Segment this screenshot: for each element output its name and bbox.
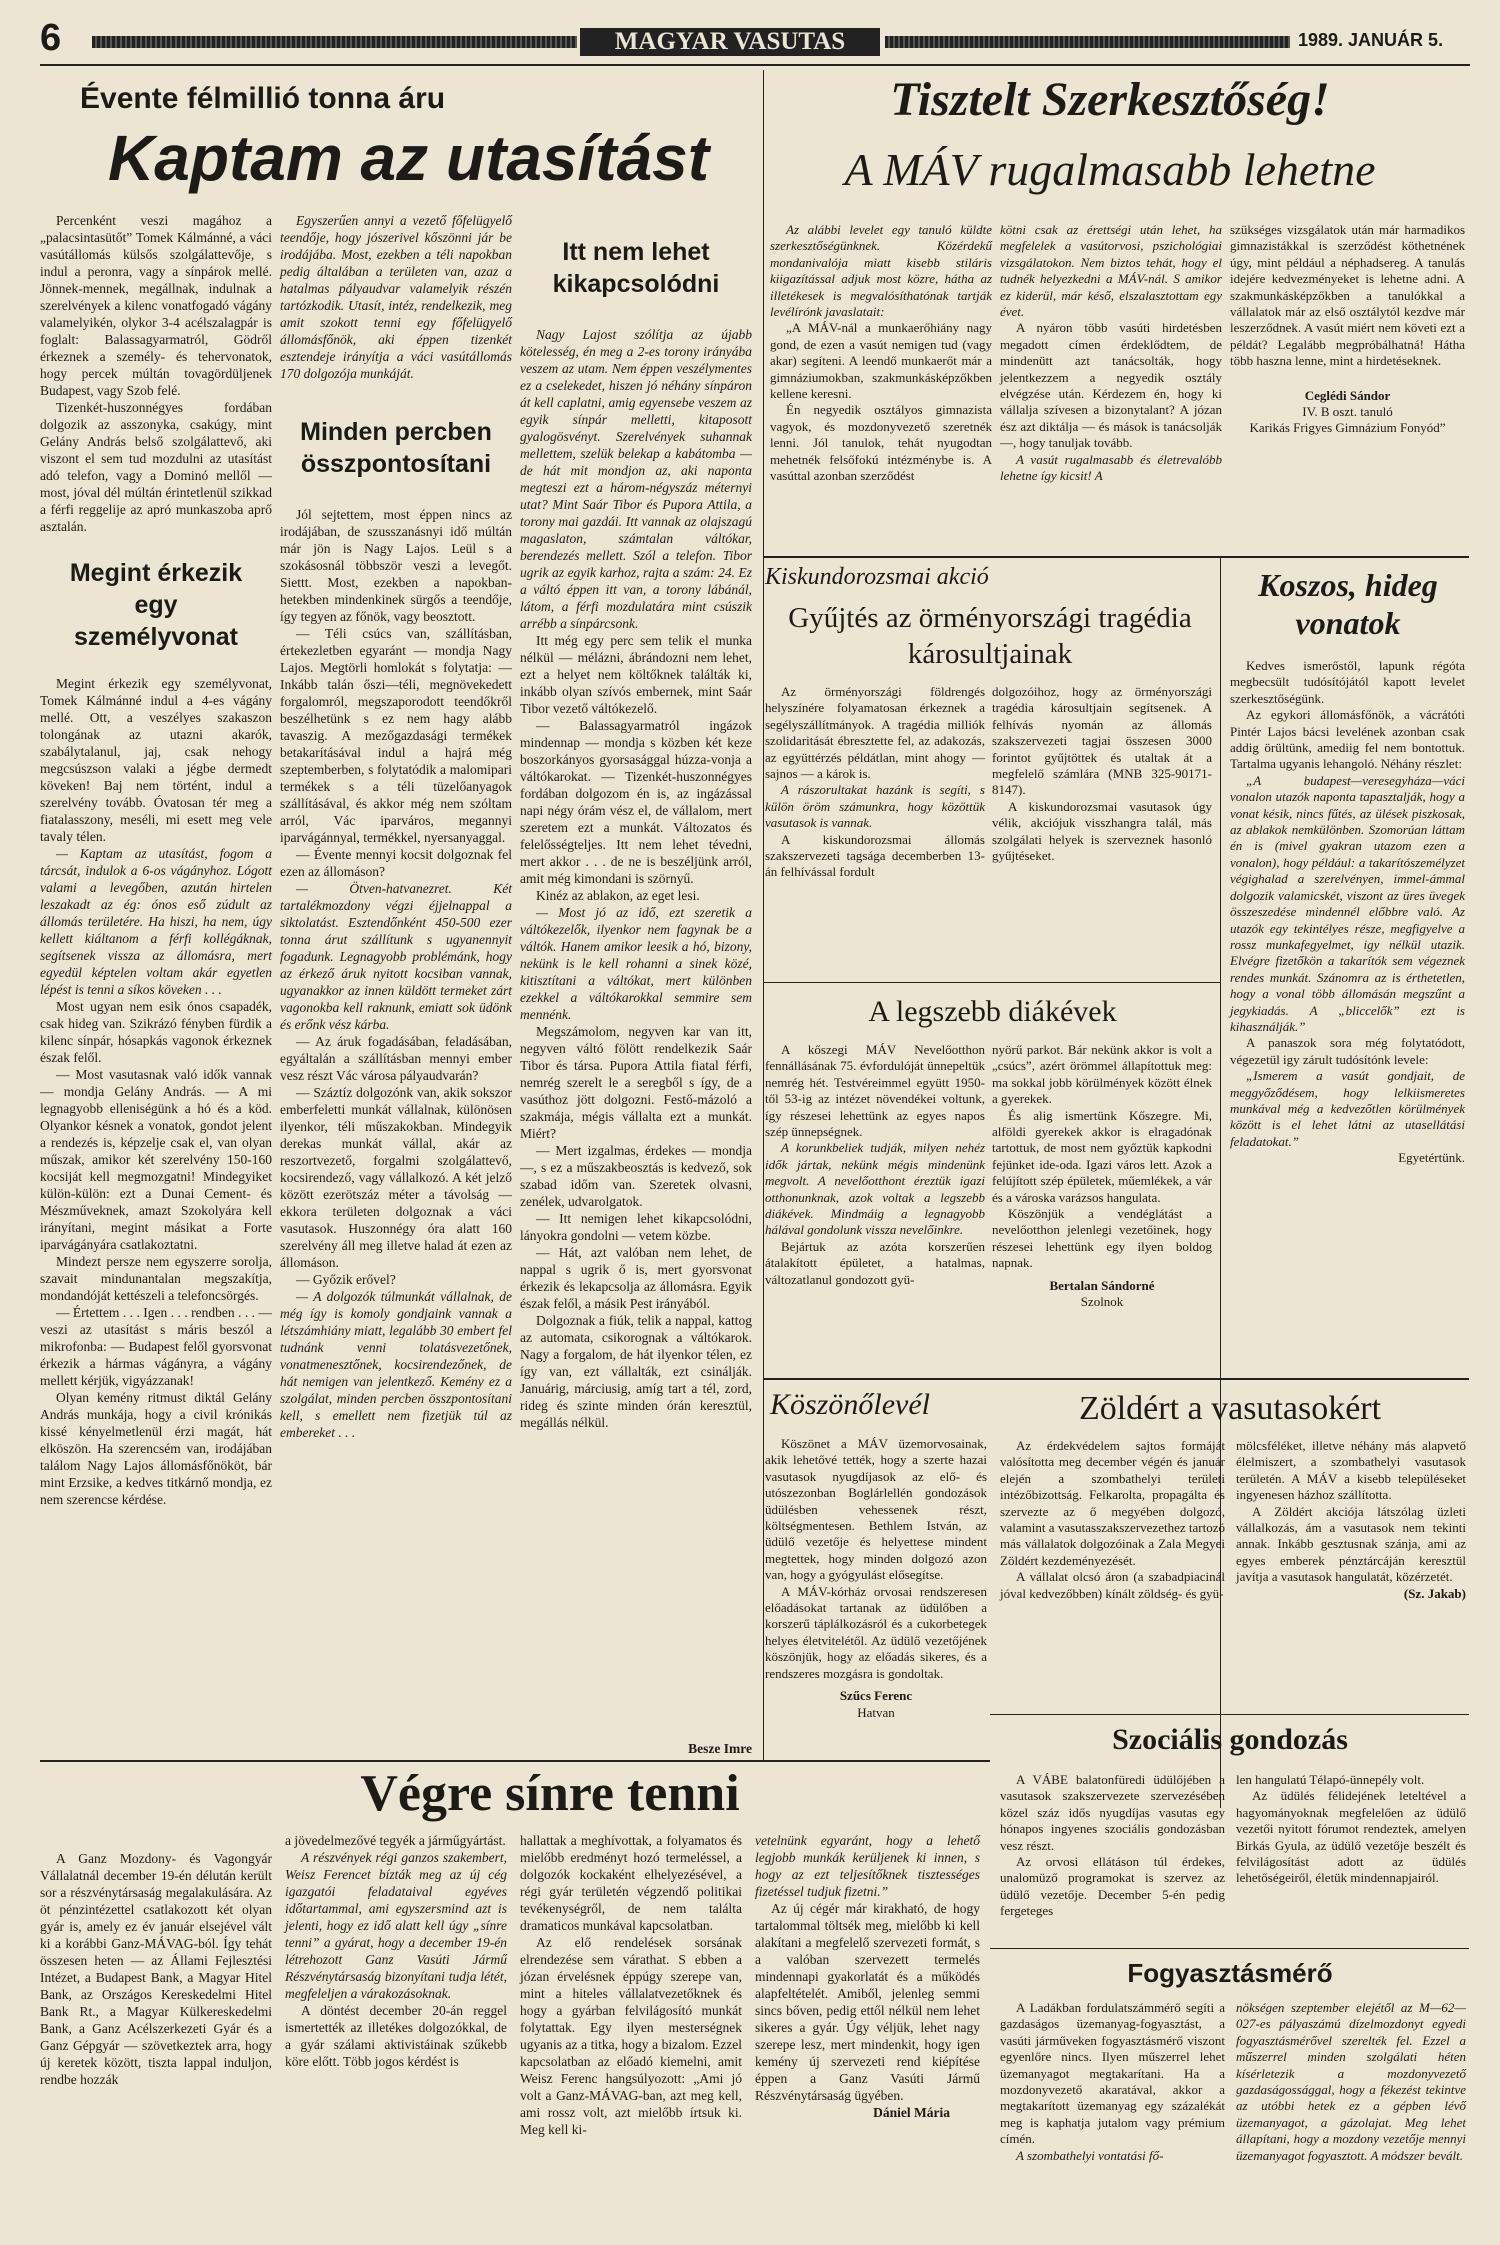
paragraph: — Évente mennyi kocsit dolgoznak fel ezen az állomáson?	[280, 847, 512, 879]
paragraph: — Kaptam az utasítást, fogom a tárcsát, indulok a 6-os vágányhoz. Lógott valami a levegőben, azután hirtelen leszakadt az ég: ónos eső zúdult az állomás területére. Ha hiszi, ha nem, úgy kellett kiáltanom a férfi kollégáknak, segítsenek vissza az állomásra, mert egyedül képtelen voltam akár egyetlen lépést is tenni a síkos köveken . . .	[40, 846, 272, 997]
a7-signature: (Sz. Jakab)	[1403, 1585, 1466, 1601]
a4-body	[1230, 658, 1465, 1167]
a8-column-2	[1236, 1772, 1466, 1887]
a2-column-1	[770, 222, 992, 485]
paragraph: Az örményországi földrengés helyszínére folyamatosan érkeznek a segélyszállítmányok. A tragédia milliók szolidaritását ébresztette fel, az adakozás, az együttérzés példátlan, mint ahogy — sajnos — a károk is.	[765, 684, 985, 782]
paragraph: És alig ismertünk Kőszegre. Mi, alföldi gyerekek akkor is elragadónak tartottuk, de most nem győztük kapkodni fejünket ide-oda. Igazi város lett. Azok a felújított szép épületek, műemlékek, a vár és a városka varázsos hangulata.	[992, 1107, 1212, 1205]
paragraph: A vállalat olcsó áron (a szabadpiacinál jóval kedvezőbben) kínált zöldség- és gyü-	[1000, 1569, 1225, 1601]
a1-byline: Besze Imre	[688, 1741, 752, 1756]
paragraph: Itt még egy perc sem telik el munka nélkül — mélázni, ábrándozni nem lehet, ezt a helyet nem költőknek találták ki, inkább olyan szívós embernek, mint Saár Tibor vezető váltókezelő.	[520, 633, 752, 716]
masthead-rule-right	[885, 36, 1290, 48]
paragraph: — Most jó az idő, ezt szeretik a váltókezelők, ilyenkor nem fagynak be a váltók. Hanem amikor leesik a hó, bizony, nekünk is le kell rohanni a sinek közé, kitisztítani a váltókat, mert különben ezekkel a váltókarokkal semmire sem mennénk.	[520, 905, 752, 1022]
paragraph: A kiskundorozsmai vasutasok úgy vélik, akciójuk visszhangra talál, más szolgálati helyek is szerveznek hasonló gyűjtéseket.	[992, 798, 1212, 864]
paragraph: A döntést december 20-án reggel ismertették az illetékes dolgozókkal, de a gyár szálami aktivistáinak szűkebb köre előtt. Több jogos kérdést is	[285, 2003, 507, 2069]
paragraph: nökségen szeptember elejétől az M—62—027-es pályaszámú dízelmozdonyt egyedi fogyasztásmérővel szerelték fel. Ezzel a műszerrel minden szolgálati héten kísérletezik a mozdonyvezető gazdaságossággal, hogy a fékezést tekintve az utóbbi hetek ez a gépben lévő üzemanyagot, a gázolajat. Meg lehet állapítani, hogy a mozdony vezetője mennyi üzemanyagot fogyasztott. A módszer bevált.	[1236, 2000, 1466, 2163]
a2-signature: Ceglédi Sándor	[1304, 387, 1391, 403]
a9-title: Végre sínre tenni	[360, 1765, 740, 1822]
paragraph: — Mert izgalmas, érdekes — mondja —, s ez a műszakbeosztás is kedvező, sok szabad időm van. Szeretek olvasni, zenélek, udvarolgatok.	[520, 1143, 752, 1209]
paragraph: Az üdülés félidejének leteltével a hagyományoknak megfelelően az üdülő vezetői nyitott fórumot rendeztek, amelyen Birkás Gyula, az üdülő vezetője beszélt és felvilágosítást adott az üdülés lehetőségeiről, életük mindennapjairól.	[1236, 1788, 1466, 1886]
a10-column-2	[1236, 2000, 1466, 2164]
a10-title: Fogyasztásmérő	[1127, 1958, 1333, 1988]
paragraph: Az elő rendelések sorsának elrendezése sem várathat. S ebben a józan érvelésnek éppúgy szerepe van, mint a hiteles vállalatvezetőknek és hogy a gyárban felvilágosító munkát folytattak. Egy ilyen mesterségnek ugyanis az a titka, hogy a bizalom. Ezzel kapcsolatban az előadó kiemelni, amit Weisz Ferenc hangsúlyozott: „Ami jó volt a Ganz-MÁVAG-ban, azt meg kell, ami rossz volt, azt mielőbb írtsuk ki. Meg kell ki-	[520, 1935, 742, 2137]
paragraph: — Balassagyarmatról ingázok mindennap — mondja s közben két keze boszorkányos gyorsasággal húzza-vonja a váltókarokat. — Tizenkét-huszonnégyes fordában dolgozom én is, az ingázással napi négy órám vész el, de vállalom, mert szeretem ezt a munkát. Változatos és felelősségteljes. Itt nem lehet tévedni, mert akkor . . . de ne is beszéljünk arról, amit még kimondani is szörnyű.	[520, 718, 752, 886]
paragraph: Köszönjük a vendéglátást a nevelőotthon jelenlegi vezetőinek, hogy részesei lehettünk egy ilyen boldog napnak.	[992, 1206, 1212, 1271]
a9-column-1	[40, 1850, 272, 2088]
a9-column-4	[755, 1832, 980, 2121]
paragraph: Az egykori állomásfőnök, a vácrátóti Pintér Lajos bácsi levelének azonban csak addig örültünk, amediig fel nem bontottuk. Tartalma ugyanis lehangoló. Néhány részlet:	[1230, 707, 1465, 772]
a5-column-2	[992, 1042, 1212, 1311]
paragraph: nyörű parkot. Bár nekünk akkor is volt a „csúcs”, azért örömmel állapítottuk meg: ma sokkal jobb körülmények között élnek a gyerekek.	[992, 1042, 1212, 1107]
paragraph: Kinéz az ablakon, az eget lesi.	[536, 888, 700, 903]
paragraph: — Győzik erővel?	[296, 1272, 396, 1287]
a6-body	[765, 1436, 987, 1721]
paragraph: — A dolgozók túlmunkát vállalnak, de még így is komoly gondjaink vannak a létszámhiány miatt, legalább 30 embert fel tudnánk venni tolatásvezetőnek, vonatmenesztőnek, kocsirendezőnek, de hát nemigen van jelentkező. Kemény ez a szolgálat, minden percben összpontosítani kell, s emellett nem fizetjük túl az embereket . . .	[280, 1289, 512, 1440]
paragraph: A Ladákban fordulatszámmérő segíti a gazdaságos üzemanyag-fogyasztást, a vasúti járműveken fogyasztásmérő viszont egyenlőre nincs. Ilyen műszerrel lehet üzemanyagot megtakarítani. Ha a mozdonyvezető akaratával, akkor a megtakarított üzemanyag egy százalékát meg is kaphatja jutalom vagy prémium címén.	[1000, 2000, 1225, 2147]
a3-column-2	[992, 684, 1212, 864]
paragraph: „Ismerem a vasút gondjait, de meggyőződésem, hogy lelkiismeretes munkával még a kedvezőtlen körülmények között is el lehet látni az utasellátási feladatokat.”	[1230, 1068, 1465, 1149]
paragraph: „A budapest—veresegyháza—váci vonalon utazók naponta tapasztalják, hogy a vonat késik, nincs fűtés, az ülések piszkosak, az ablakok nemkülönben. Szomorúan láttam én is (mivel gyakran utazom ezen a vonalon), hogy például: a takarítószemélyzet végighalad a szerelvényen, immel-ámmal dolgozik valamicskét, viszont az üres üvegek összeszedése mindennél előbbre való. Az utazók egy tekintélyes része, megfigyelve a rossz munkafegyelmet, igy nélkül utazik. Elvégre fizetőkön a takarítók sem végeznek rendes munkát. Szánomra az is érthetetlen, hogy a vonal több állomásán megszűnt a jegykiadás. A „bliccelők” ezt is kihasználják.”	[1230, 772, 1465, 1034]
section-rule	[990, 1948, 1469, 1949]
a6-title: Köszönőlevél	[770, 1388, 930, 1421]
a3-kicker: Kiskundorozsmai akció	[765, 564, 989, 590]
a5-column-1	[765, 1042, 985, 1288]
a1-subhead-3: Itt nem lehet kikapcsolódni	[552, 238, 720, 298]
a1-subhead-2: Minden percben összpontosítani	[300, 418, 492, 478]
a8-column-1	[1000, 1772, 1225, 1920]
paragraph: A korunkbeliek tudják, milyen nehéz idők jártak, nekünk mégis mindenünk megvolt. A nevelőotthont éreztük igazi otthonunknak, azok voltak a legszebb diákévek. Mindmáig a legnagyobb hálával gondolunk vissza nevelőinkre.	[765, 1140, 985, 1238]
a2-signature-class: IV. B oszt. tanuló	[1302, 404, 1393, 420]
paragraph: hallattak a meghívottak, a folyamatos és mielőbb eredményt hozó termeléssel, a dolgozók kockaként elhelyezésével, a régi gyár területén végzendő politikai tevékenységről, de nem találta dramaticos munkával kapcsolatban.	[520, 1833, 742, 1933]
section-rule	[990, 1714, 1469, 1715]
paragraph: Most ugyan nem esik ónos csapadék, csak hideg van. Szikrázó fényben fürdik a kilenc sínpár, hósapkás vagonok érkeznek észak felől.	[40, 999, 272, 1065]
a1-column-3	[520, 212, 752, 1757]
a1-kicker: Évente félmillió tonna áru	[80, 82, 446, 115]
paragraph: „A MÁV-nál a munkaerőhiány nagy gond, de ezen a vasút nemigen tud (vagy akar) segíteni. A leendő munkaerőt már a gimnáziumokban, szakmunkásképzőkben kellene keresni.	[770, 320, 992, 402]
section-rule	[763, 1378, 1469, 1380]
paragraph: a jövedelmezővé tegyék a járműgyártást.	[285, 1833, 506, 1848]
paragraph: Kedves ismerőstől, lapunk régóta megbecsült tudósítójától kapott levelet szerkesztőségünk.	[1230, 658, 1465, 706]
paragraph: kötni csak az érettségi után lehet, ha megfelelek a vasútorvosi, pszichológiai vizsgálatokon. Nem biztos tehát, hogy el tudnék helyezkedni a MÁV-nál. S amikor ez kiderül, már késő, elszalasztottam egy évet.	[1000, 222, 1222, 320]
a9-byline: Dániel Mária	[873, 2105, 950, 2120]
a7-column-2	[1236, 1438, 1466, 1602]
paragraph: A vasút rugalmasabb és életrevalóbb lehetne így kicsit! A	[1000, 451, 1222, 484]
a3-title: Gyűjtés az örményországi tragédia károsultjainak	[788, 602, 1192, 670]
paragraph: len hangulatú Télapó-ünnepély volt.	[1236, 1772, 1425, 1787]
paragraph: Én negyedik osztályos gimnazista vagyok, és mozdonyvezető szeretnék lenni. Jól tanulok, tehát nyugodtan mehetnék felsőfokú intézménybe is. A vasúttal azonban szerződést	[770, 402, 992, 484]
paragraph: A kőszegi MÁV Nevelőotthon fennállásának 75. évfordulóját ünnepeltük nemrég hét. Testvéreimmel együtt 1950-től 53-ig az intézet növendékei voltunk, így részesei lehettünk az egyes napos szép ünnepségnek.	[765, 1042, 985, 1140]
paragraph: Az alábbi levelet egy tanuló küldte szerkesztőségünknek. Közérdekű mondanivalója miatt kisebb stiláris kiigazítással adjuk most közre, hátha az illetékesek is megvalósíthatónak tartják levélírónk javaslatait:	[770, 222, 992, 320]
paragraph: Megint érkezik egy személyvonat, Tomek Kálmánné indul a 4-es vágány mellé. Ott, a veszélyes szakaszon tolongának az utazni akarók, szabálytalanul, jaj, csak nehogy megcsúszson valaki a jégbe dermedt köveken! Baj nem történt, indul a szerelvény tovább. Óvatosan tér meg a fiatalasszony, meséli, mi esett meg vele tavaly télen.	[40, 676, 272, 844]
paragraph: A panaszok sora még folytatódott, végezetül igy zárult tudósítónk levele:	[1230, 1035, 1465, 1067]
paragraph: — Hát, azt valóban nem lehet, de nappal s ugrik ő is, mert gyorsvonat érkezik és lekapcsolja az állomásra. Egyik észak felől, a másik Pest irányából.	[520, 1245, 752, 1311]
a8-title: Szociális gondozás	[1112, 1723, 1348, 1756]
paragraph: Bejártuk az azóta korszerűen átalakított épületet, a hatalmas, változatlanul gondozott gyü-	[765, 1238, 985, 1287]
paragraph: — Ötven-hatvanezret. Két tartalékmozdony végzi éjjelnappal a siktolatást. Esztendőnként 450-500 ezer tonna árut szállítunk s ugyanennyit fogadunk. Legnagyobb problémánk, hogy az érkező áruk nyitott kocsiban vannak, ugyanakkor az innen küldött termeket zárt vagonokba kell raknunk, emiatt sok üdönk és erőnk vész kárba.	[280, 881, 512, 1032]
paragraph: Olyan kemény ritmust diktál Gelány András munkája, hogy a civil krónikás kissé kényelmetlenül érzi magát, hát elköszön. Ha szerencsém van, irodájában találom Nagy Lajos állomásfőnököt, bár mint Erzsike, a kedves titkárnő mondja, ez nem szerencse kérdése.	[40, 1390, 272, 1507]
paragraph: Egyetértünk.	[1398, 1150, 1465, 1166]
paragraph: A Zöldért akciója látszólag üzleti vállalkozás, ám a vasutasok nem tekinti annak. Inkább gesztusnak szánja, ami az egyes emberek pénztárcáján keresztül javítja a vasutasok hangulatát, közérzetét.	[1236, 1503, 1466, 1585]
page-number: 6	[40, 17, 62, 59]
section-rule	[763, 982, 1220, 983]
masthead-title: MAGYAR VASUTAS	[580, 28, 880, 56]
a2-column-3	[1230, 222, 1465, 437]
paragraph: A kiskundorozsmai állomás szakszervezeti tagsága decemberben 13-án felhívással fordult	[765, 831, 985, 880]
paragraph: — Most vasutasnak való idők vannak — mondja Gelány András. — A mi legnagyobb elleniségünk a hó és a köd. Olyankor késnek a vonatok, gondot jelent a rendezés is, képzelje csak el, van olyan műszak, amikor két szerelvény 150-160 kocsiját kell megmozgatni! Mindegyiket külön-külön: ezt a Dunai Cement- és Mészműveknek, amazt Szokolyára kell irányítani, megint másikat a Forte iparvágányára csatlakoztatni.	[40, 1067, 272, 1252]
paragraph: Az új cégér már kirakható, de hogy tartalommal töltsék meg, mielőbb ki kell alakítani a megfelelő szervezeti formát, s a valóban szervezett termelés mindennapi gyakorlatát és a működés alapfeltételét. Amiből, jelenleg semmi sincs bőven, pedig ettől nélkül nem lehet sikeres a gyár. Úgy véljük, lehet nagy szerepe lesz, mert mindenkit, hogy igen kemény új szervezeti rend kiépítése éppen a Ganz Vasúti Jármű Részvénytársaság ügyében.	[755, 1901, 980, 2103]
paragraph: Percenként veszi magához a „palacsintasütőt” Tomek Kálmánné, a váci vasútállomás külsős szolgálattevője, s indul a peronra, vagy a sínpárok mellé. Jönnek-mennek, megállnak, indulnak a szerelvények a kilenc vonatfogadó vágány valamelyikén, olykor 3-4 acélszalagpár is foglalt: Balassagyarmatról, Gödről érkeznek a személy- és tehervonatok, hogy percek múltán tovagördüljenek Budapest, vagy Szob felé.	[40, 213, 272, 398]
a1-column-1	[40, 212, 272, 1757]
paragraph: A MÁV-kórház orvosai rendszeresen előadásokat tartanak az üdülőben a korszerű táplálkozásról és a cukorbetegek helyes életvitelétől. Az üdülő vezetőjének köszönjük, hogy az előadás sikeres, és a rendszeres mozgásra is gondoltak.	[765, 1583, 987, 1681]
paragraph: — Száztíz dolgozónk van, akik sokszor emberfeletti munkát vállalnak, különösen ilyenkor, téli műszakokban. Mindegyik derekas munkát vállal, akár az reszortvezető, forgalmi szolgálattevő, kocsirendező, vagy vállalkozó. A két jelző között ezerötszáz méter a távolság — ekkora területen dolgoznak a váci vasutasok. Huszonnégy óra alatt 160 szerelvény áll meg illetve halad át ezen az állomáson.	[280, 1085, 512, 1270]
a9-column-3	[520, 1832, 742, 2138]
column-divider	[763, 70, 764, 1760]
paragraph: A VÁBE balatonfüredi üdülőjében a vasutasok szakszervezete szervezésében közel száz idős nyugdíjas vasutas egy hónapos ingyenes szociális gondozásban vesz részt.	[1000, 1772, 1225, 1853]
paragraph: szükséges vizsgálatok után már harmadikos gimnazistákkal is szerződést köthetnének úgy, mint például a néphadsereg. A tanulás idejére kedvezményeket is lehetne adni. A szakmunkásképzőkben a tanulókkal a vállalatok már az első osztálytól kezdve már leszerződnek. A vasút miért nem követi ezt a példát? Legalább megpróbálhatná! Hátha több haszna lenne, mint a hirdetéseknek.	[1230, 222, 1465, 369]
paragraph: Az orvosi ellátáson túl érdekes, unalomüző programokat is szervez az üdülő vezetője. December 5-én pedig fergeteges	[1000, 1854, 1225, 1919]
paragraph: A Ganz Mozdony- és Vagongyár Vállalatnál december 19-én délután került sor a részvénytársaság megalakulására. Az öt pénzintézettel csatlakozott két olyan gyár is, amely ez év január elsejével vált ki a korábbi Ganz-MÁVAG-ból. Így tehát összesen heten — az Állami Fejlesztési Intézet, a Budapest Bank, a Magyar Hitel Bank, az Országos Kereskedelmi Hitel Bank Rt., a Magyar Külkereskedelmi Bank, a Ganz Acélszerkezeti Gyár és a Ganz Gépgyár — szövetkeztek arra, hogy új keretek között, tiszta lappal induljon, rendbe hozzák	[40, 1851, 272, 2087]
a1-title: Kaptam az utasítást	[108, 122, 710, 194]
a9-column-2	[285, 1832, 507, 2070]
a6-signature-city: Hatvan	[857, 1704, 895, 1720]
a5-title: A legszebb diákévek	[868, 995, 1117, 1028]
paragraph: Jól sejtettem, most éppen nincs az irodájában, de szusszanásnyi idő múltán már jön is Nagy Lajos. Leül s a szokásosnál többször veszi a levegőt. Siettt. Most, ezekben a napokban-hetekben mindenkinek sürgős a teendője, így tegyen az főnök, vagy beosztott.	[280, 507, 512, 624]
paragraph: — Az áruk fogadásában, feladásában, egyáltalán a szállításban mennyi ember vesz részt Vác városa pályaudvarán?	[280, 1034, 512, 1083]
paragraph: — Itt nemigen lehet kikapcsolódni, lányokra gondolni — vetem közbe.	[520, 1211, 752, 1243]
paragraph: — Téli csúcs van, szállításban, értekezletben egyaránt — mondja Nagy Lajos. Megtörli homlokát s folytatja: — Inkább talán őszi—téli, megnövekedett forgalomról, megszaporodott teendőkről beszélhetünk s ez nem hagy alább tavaszig. A mezőgazdasági termékek betakarításával indul a hajrá még szeptemberben, s folytatódik a malomipari termékek s a téli tüzelőanyagok szállításával, és akkor még nem szóltam arról, Vác iparváros, megannyi iparvágánnyal, termékkel, nyersanyaggal.	[280, 626, 512, 845]
a2-signature-school: Karikás Frigyes Gimnázium Fonyód”	[1249, 420, 1446, 436]
paragraph: — Értettem . . . Igen . . . rendben . . . — veszi az utasítást s máris beszól a mikrofonba: — Budapest felől gyorsvonat érkezik a hármas vágányra, a vágány mellett kérjük, vigyázzanak!	[40, 1305, 272, 1388]
paragraph: Nagy Lajost szólítja az újabb kötelesség, én meg a 2-es torony irányába veszem az utam. Nem éppen veszélymentes ez a cselekedet, hiszen jó néhány sínpáron át kell caplatni, amig egyensebe veszem az egyik sínpár melletti, kitaposott gyalogösvényt. Szerelvények suhannak mellettem, szelük belekap a kabátomba — de hát mit mondjon az, aki naponta megteszi ezt a három-négyszáz méternyi utat? Mint Saár Tibor és Pupora Attila, a torony mai gazdái. Itt vannak az olajszagú magaslaton, számtalan váltókar, berendezés mellett. Szól a telefon. Tibor ugrik az egyik karhoz, rajta a szám: 24. Ez a váltó éppen itt van, a torony lábánál, látom, a férfi mozdulatára mint csúszik arrébb a sínpárcsonk.	[520, 327, 752, 631]
paragraph: Dolgoznak a fiúk, telik a nappal, kattog az automata, csikorognak a váltókarok. Nagy a forgalom, de hát ilyenkor télen, ez így van, ezt vállalták, ezt csinálják. Januárig, márciusig, amíg tart a tél, zord, rideg és szinte minden órán keresztül, megállás nélkül.	[520, 1313, 752, 1430]
paragraph: Köszönet a MÁV üzemorvosainak, akik lehetővé tették, hogy a szerte hazai vasutasok nyugdíjasok az elő- és utószezonban Boglárlellén gondozások üdülésben vehessenek részt, költségmentesen. Bethlem István, az üdülő vezetője és helyettese mindent megtettek, hogy minden dolgozó azon van, hogy a gyógyulást elősegítse.	[765, 1436, 987, 1583]
paragraph: Tizenkét-huszonnégyes fordában dolgozik az asszonyka, csakúgy, mint Gelány András belső szolgálattevő, aki viszont el sem tud mozdulni az utasítást adó telefon, vagy a Dominó mellől — most, jóval dél múltán érintetlenül szikkad a férfi reggelije az apró munkaszoba aprő asztalán.	[40, 400, 272, 534]
a1-subhead-1: Megint érkezik egy személyvonat	[69, 559, 243, 651]
a6-signature: Szűcs Ferenc	[839, 1688, 913, 1704]
paragraph: Egyszerűen annyi a vezető főfelügyelő teendője, hogy jószerivel kőszönni jár be irodájába. Most, ezekben a téli napokban pedig általában a területen van, azaz a hatalmas pályaudvar valamelyik részén tartózkodik. Utasít, intéz, rendelkezik, meg amit szokott tenni egy főfelügyelő állomásfőnök, aki éppen tizenkét esztendeje irányítja a váci vasútállomás 170 dolgozója munkáját.	[280, 213, 512, 381]
a5-signature-city: Szolnok	[1080, 1294, 1124, 1310]
a7-column-1	[1000, 1438, 1225, 1602]
paragraph: A rászorultakat hazánk is segíti, s külön öröm számunkra, hogy közöttük vasutasok is vannak.	[765, 782, 985, 831]
a4-title: Koszos, hideg vonatok	[1258, 567, 1438, 641]
header-rule	[40, 64, 1470, 66]
paragraph: Az érdekvédelem sajtos formáját valósította meg december végén és január elején a szombathelyi területi intézőbizottság. Felkarolta, propagálta és szervezte az ő megyében dolgozó, valamint a vasutasszakszervezethez tartozó más vállalatok dolgozóinak a Zala Megyei Zöldért kezdeményezését.	[1000, 1438, 1225, 1568]
paragraph: A nyáron több vasúti hirdetésben megadott címen érdeklődtem, de mindenütt azt tanácsolták, hogy jelentkezzem a negyedik osztály elvégzése után. Kérdezem én, hogy ki vállalja szívesen a bizonytalant? A józan ész azt diktálja — és mások is tanácsolják —, hogy tanuljak tovább.	[1000, 320, 1222, 451]
a10-column-1	[1000, 2000, 1225, 2164]
paragraph: vetelnünk egyaránt, hogy a lehető legjobb munkák kerüljenek ki innen, s hogy az ezt teljesítőknek tisztességes fizetéssel tudjuk fizetni.”	[755, 1833, 980, 1899]
a2-title: Tisztelt Szerkesztőség!	[890, 73, 1330, 126]
a1-column-2	[280, 212, 512, 1757]
a5-signature: Bertalan Sándorné	[1049, 1277, 1155, 1293]
paragraph: mölcsféléket, illetve néhány más alapvető élelmiszert, a szombathelyi vasutasok területén. A MÁV a kisebb településeket ingyenesen házhoz szállította.	[1236, 1438, 1466, 1503]
paragraph: A részvények régi ganzos szakembert, Weisz Ferencet bízták meg az új cég igazgatói feladataival egyéves időtartammal, ami egyszersmind azt is jelenti, hogy ez idő alatt kell úgy „sínre tenni” a gyárat, hogy a december 19-én létrehozott Ganz Vasúti Jármű Részvénytársaság bizonyítani tudja létét, megfeleljen a várakozásoknak.	[285, 1850, 507, 2001]
paragraph: Mindezt persze nem egyszerre sorolja, szavait mindunantalan megszakítja, mondandóját kettészeli a telefoncsörgés.	[40, 1254, 272, 1303]
issue-date: 1989. JANUÁR 5.	[1298, 30, 1444, 50]
masthead-rule-left	[92, 36, 577, 48]
paragraph: Megszámolom, negyven kar van itt, negyven váltó fölött rendelkezik Saár Tibor és társa. Pupora Attila fiatal férfi, nemrég szerelt le a seregből s így, de a vasúthoz jött dolgozni. Festő-mázoló a szakmája, mégis vállalta ezt a munkát. Miért?	[520, 1024, 752, 1141]
a7-title: Zöldért a vasutasokért	[1078, 1390, 1382, 1427]
a2-column-2	[1000, 222, 1222, 485]
paragraph: dolgozóihoz, hogy az örményországi tragédia károsultjain segítsenek. A felhívás nyomán az állomás szakszervezeti tagjai összesen 3000 forintot gyűjtöttek és utaltak át a megfelelő számlára (MNB 325-90171-8147).	[992, 684, 1212, 798]
paragraph: A szombathelyi vontatási fő-	[1016, 2147, 1164, 2163]
section-rule	[763, 556, 1469, 558]
column-divider	[1220, 558, 1221, 1808]
a3-column-1	[765, 684, 985, 881]
a2-subtitle: A MÁV rugalmasabb lehetne	[844, 144, 1376, 195]
